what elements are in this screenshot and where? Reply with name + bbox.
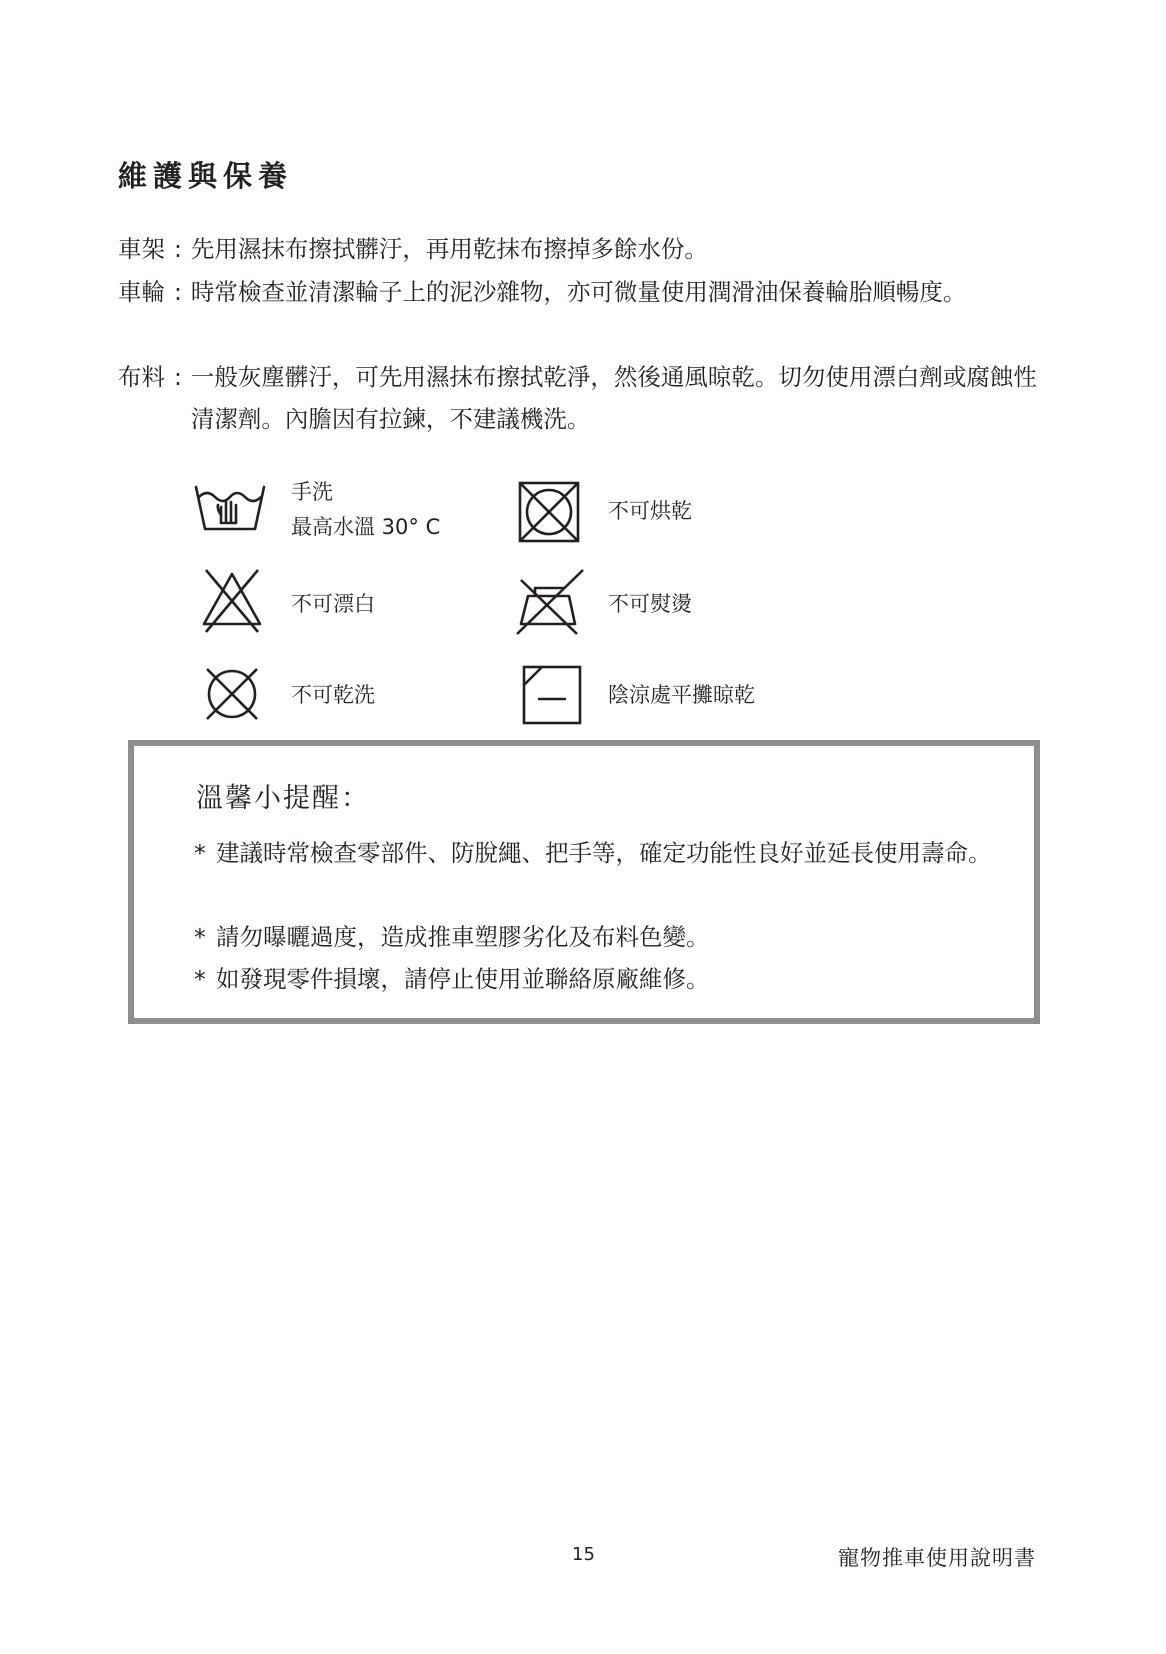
do-not-tumble-dry-label: 不可烘乾	[608, 499, 692, 523]
do-not-bleach-icon	[202, 568, 262, 634]
reminder-item	[194, 918, 994, 956]
care-label: 車架	[118, 235, 165, 263]
dry-flat-in-shade-label: 陰涼處平攤晾乾	[608, 683, 755, 707]
care-item-wheels	[118, 271, 1058, 313]
do-not-dry-clean-icon	[203, 665, 261, 723]
hand-wash-icon	[194, 483, 266, 533]
care-label: 車輪	[118, 278, 165, 306]
care-separator: :	[174, 235, 182, 263]
hand-wash-label: 手洗	[291, 480, 333, 504]
care-text: 一般灰塵髒汙，可先用濕抹布擦拭乾淨，然後通風晾乾。切勿使用漂白劑或腐蝕性清潔劑。內膽因有拉鍊，不建議機洗。	[190, 363, 1037, 433]
footer-doc-title: 寵物推車使用說明書	[838, 1546, 1036, 1570]
care-text: 時常檢查並清潔輪子上的泥沙雜物，亦可微量使用潤滑油保養輪胎順暢度。	[190, 278, 967, 306]
reminder-text: 建議時常檢查零部件、防脫繩、把手等，確定功能性良好並延長使用壽命。	[216, 839, 992, 867]
care-item-frame	[118, 228, 1058, 270]
page-title: 維護與保養	[118, 159, 294, 193]
care-item-fabric	[118, 356, 1058, 440]
reminder-text: 請勿曝曬過度，造成推車塑膠劣化及布料色變。	[216, 923, 710, 951]
reminder-item	[194, 834, 994, 872]
do-not-iron-label: 不可熨燙	[608, 592, 692, 616]
bullet: *	[194, 923, 206, 951]
reminder-text: 如發現零件損壞，請停止使用並聯絡原廠維修。	[216, 965, 710, 993]
do-not-tumble-dry-icon	[518, 481, 580, 543]
care-separator: :	[174, 363, 182, 391]
page-number: 15	[572, 1544, 595, 1565]
bullet: *	[194, 839, 206, 867]
care-label: 布料	[118, 363, 165, 391]
reminder-box	[128, 740, 1040, 1024]
reminder-title: 溫馨小提醒：	[196, 783, 370, 814]
do-not-iron-icon	[515, 568, 585, 636]
do-not-dry-clean-label: 不可乾洗	[291, 683, 375, 707]
reminder-item	[194, 960, 994, 998]
care-text: 先用濕抹布擦拭髒汙，再用乾抹布擦掉多餘水份。	[190, 235, 708, 263]
do-not-bleach-label: 不可漂白	[291, 592, 375, 616]
bullet: *	[194, 965, 206, 993]
care-separator: :	[174, 278, 182, 306]
dry-flat-in-shade-icon	[522, 665, 582, 725]
hand-wash-temp-label: 最高水溫 30° C	[291, 515, 441, 539]
